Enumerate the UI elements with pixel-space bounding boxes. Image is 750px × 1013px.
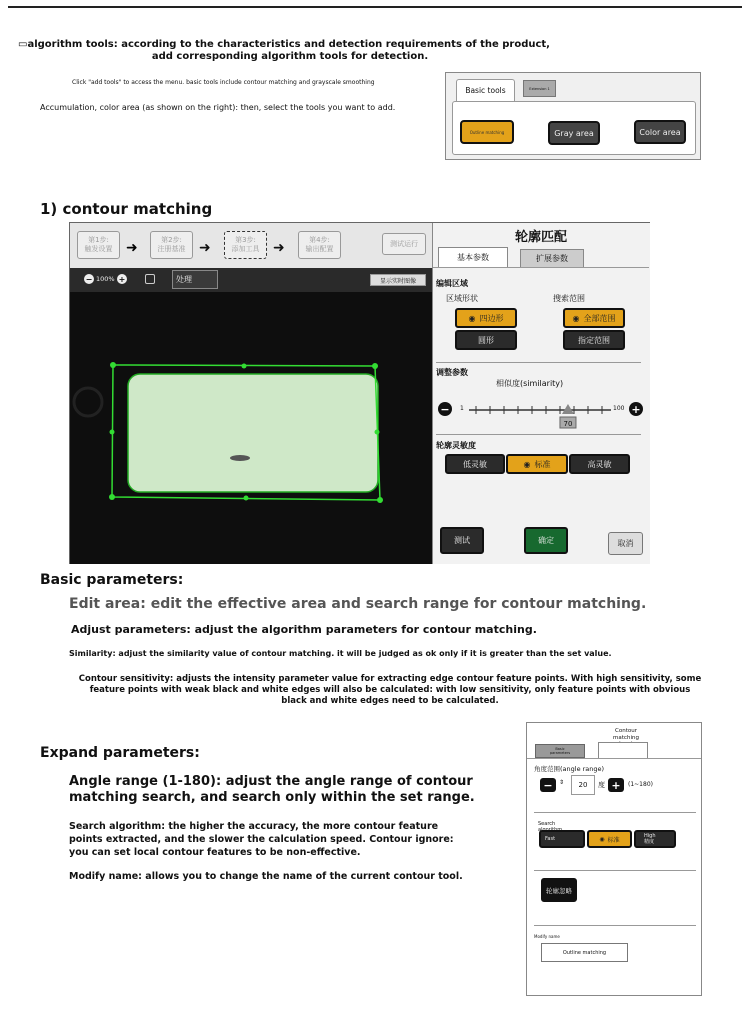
arrow-icon: ➜ — [273, 240, 285, 256]
decrease-icon[interactable]: − — [438, 402, 452, 416]
quad-handle[interactable] — [244, 496, 249, 501]
contour-ignore-button[interactable]: 轮廓忽略 — [541, 878, 577, 902]
cancel-button[interactable]: 取消 — [608, 532, 643, 555]
quad-shape-button[interactable]: ◉ 四边形 — [455, 308, 517, 328]
basic-params-heading: Basic parameters: — [40, 572, 184, 588]
tab-divider — [433, 267, 649, 268]
similarity-slider[interactable] — [466, 400, 614, 432]
step-3[interactable]: 第3步: 添加工具 — [224, 231, 267, 259]
tab-extension[interactable]: Extension 1 — [523, 80, 556, 97]
quad-handle[interactable] — [242, 364, 247, 369]
radio-dot-icon: ◉ — [572, 313, 580, 323]
tab-basic-params[interactable]: 基本参数 — [438, 247, 508, 267]
quad-handle[interactable] — [375, 430, 380, 435]
angle-desc-1: Angle range (1-180): adjust the angle range of contour — [69, 774, 473, 789]
edit-area-label: 编辑区域 — [436, 279, 468, 288]
edit-area-desc: Edit area: edit the effective area and search range for contour matching. — [69, 596, 647, 612]
angle-decrease-icon[interactable]: − — [540, 778, 556, 792]
step-2[interactable]: 第2步: 注册基准 — [150, 231, 193, 259]
step-4[interactable]: 第4步: 输出配置 — [298, 231, 341, 259]
search-desc-2: points extracted, and the slower the calculation speed. Contour ignore: — [69, 834, 454, 845]
standard-button[interactable]: ◉ 标准 — [587, 830, 632, 848]
tab-basic-tools[interactable]: Basic tools — [456, 79, 515, 101]
quad-handle[interactable] — [109, 494, 115, 500]
show-live-image-button[interactable]: 显示实时图像 — [370, 274, 426, 286]
expand-params-heading: Expand parameters: — [40, 745, 200, 761]
label-object — [128, 374, 378, 492]
name-input[interactable]: Outline matching — [541, 943, 628, 962]
arrow-icon: ➜ — [199, 240, 211, 256]
zoom-in-icon[interactable]: + — [118, 274, 126, 284]
fit-icon[interactable] — [145, 274, 155, 284]
divider — [436, 362, 641, 363]
search-desc-3: you can set local contour features to be non-effective. — [69, 847, 361, 858]
search-desc-1: Search algorithm: the higher the accuracy, the more contour feature — [69, 821, 439, 832]
search-range-label: 搜索范围 — [553, 294, 585, 303]
intro-accumulation: Accumulation, color area (as shown on the right): then, select the tools you want to add. — [40, 103, 396, 112]
intro-small: Click "add tools" to access the menu. basic tools include contour matching and grayscale smoothing — [72, 79, 375, 86]
radio-dot-icon: ◉ — [523, 459, 531, 469]
expand-panel-title: Contour matching — [613, 728, 639, 741]
divider — [534, 870, 696, 871]
angle-desc-2: matching search, and search only within the set range. — [69, 790, 475, 805]
divider — [534, 925, 696, 926]
divider — [534, 812, 696, 813]
modify-name-label: Modify name — [534, 934, 560, 939]
detection-overlay — [70, 292, 432, 564]
defect-mark — [230, 455, 250, 461]
high-sensitivity-button[interactable]: 高灵敏 — [569, 454, 630, 474]
background-mark — [74, 388, 102, 416]
region-shape-label: 区域形状 — [446, 294, 478, 303]
high-precision-button[interactable]: High 精度 — [634, 830, 676, 848]
search-algorithm-label: Search — [538, 821, 556, 827]
color-area-button[interactable]: Color area — [634, 120, 686, 144]
contour-params-panel — [432, 223, 650, 564]
arrow-icon: ➜ — [126, 240, 138, 256]
gray-area-button[interactable]: Gray area — [548, 121, 600, 145]
sensitivity-desc-2: feature points with weak black and white edges will also be calculated: with low sensitivity, only feature points with obvious — [89, 685, 691, 695]
zoom-level: 100% — [96, 275, 115, 283]
adjust-params-label: 调整参数 — [436, 368, 468, 377]
test-run-button[interactable]: 测试运行 — [382, 233, 426, 255]
section-title: 1) contour matching — [40, 200, 213, 218]
angle-unit: 度 — [598, 781, 605, 789]
full-range-button[interactable]: ◉ 全部范围 — [563, 308, 625, 328]
circle-shape-button[interactable]: 圆形 — [455, 330, 517, 350]
sensitivity-desc-1: Contour sensitivity: adjusts the intensity parameter value for extracting edge contour feature points. With high sensitivity, some — [78, 674, 702, 684]
quad-handle[interactable] — [110, 430, 115, 435]
tab-expand-params[interactable] — [598, 742, 648, 759]
tab-basic-params[interactable]: Basic parameters — [535, 744, 585, 758]
slider-value: 70 — [563, 420, 573, 428]
intro-line-1: ▭algorithm tools: according to the characteristics and detection requirements of the product, — [18, 39, 550, 50]
specified-range-button[interactable]: 指定范围 — [563, 330, 625, 350]
test-button[interactable]: 测试 — [440, 527, 484, 554]
zoom-out-icon[interactable]: − — [85, 274, 93, 284]
sensitivity-label: 轮廓灵敏度 — [436, 441, 476, 450]
modify-name-desc: Modify name: allows you to change the name of the current contour tool. — [69, 871, 463, 882]
similarity-desc: Similarity: adjust the similarity value of contour matching. it will be judged as ok only if it is greater than the set value. — [69, 649, 612, 658]
panel-title: 轮廓匹配 — [514, 229, 567, 245]
slider-min: 1 — [460, 405, 464, 412]
intro-line-2: add corresponding algorithm tools for detection. — [151, 51, 429, 62]
similarity-label: 相似度(similarity) — [496, 379, 564, 388]
slider-max: 100 — [613, 405, 625, 412]
standard-sensitivity-button[interactable]: ◉ 标准 — [506, 454, 568, 474]
angle-increase-icon[interactable]: + — [608, 778, 624, 792]
fast-button[interactable]: Fast — [539, 830, 585, 848]
angle-range-hint: (1~180) — [628, 781, 653, 788]
process-select[interactable]: 处理 — [172, 270, 218, 289]
confirm-button[interactable]: 确定 — [524, 527, 568, 554]
low-sensitivity-button[interactable]: 低灵敏 — [445, 454, 505, 474]
tab-expand-params[interactable]: 扩展参数 — [520, 249, 584, 267]
quad-handle[interactable] — [372, 363, 378, 369]
top-divider — [8, 6, 742, 8]
increase-icon[interactable]: + — [629, 402, 643, 416]
angle-stepper-icon[interactable]: ⇕ — [559, 779, 565, 786]
radio-dot-icon: ◉ — [468, 313, 476, 323]
outline-matching-button[interactable]: Outline matching — [460, 120, 514, 144]
tab-divider — [527, 758, 701, 759]
angle-input[interactable]: 20 — [571, 775, 595, 795]
step-1[interactable]: 第1步: 触发设置 — [77, 231, 120, 259]
angle-range-label: 角度范围(angle range) — [534, 765, 605, 773]
slider-thumb[interactable] — [562, 404, 574, 414]
radio-dot-icon: ◉ — [599, 835, 605, 843]
quad-handle[interactable] — [110, 362, 116, 368]
quad-handle[interactable] — [377, 497, 383, 503]
sensitivity-desc-3: black and white edges need to be calculated. — [281, 696, 499, 706]
adjust-params-desc: Adjust parameters: adjust the algorithm parameters for contour matching. — [71, 623, 537, 636]
divider — [436, 434, 641, 435]
